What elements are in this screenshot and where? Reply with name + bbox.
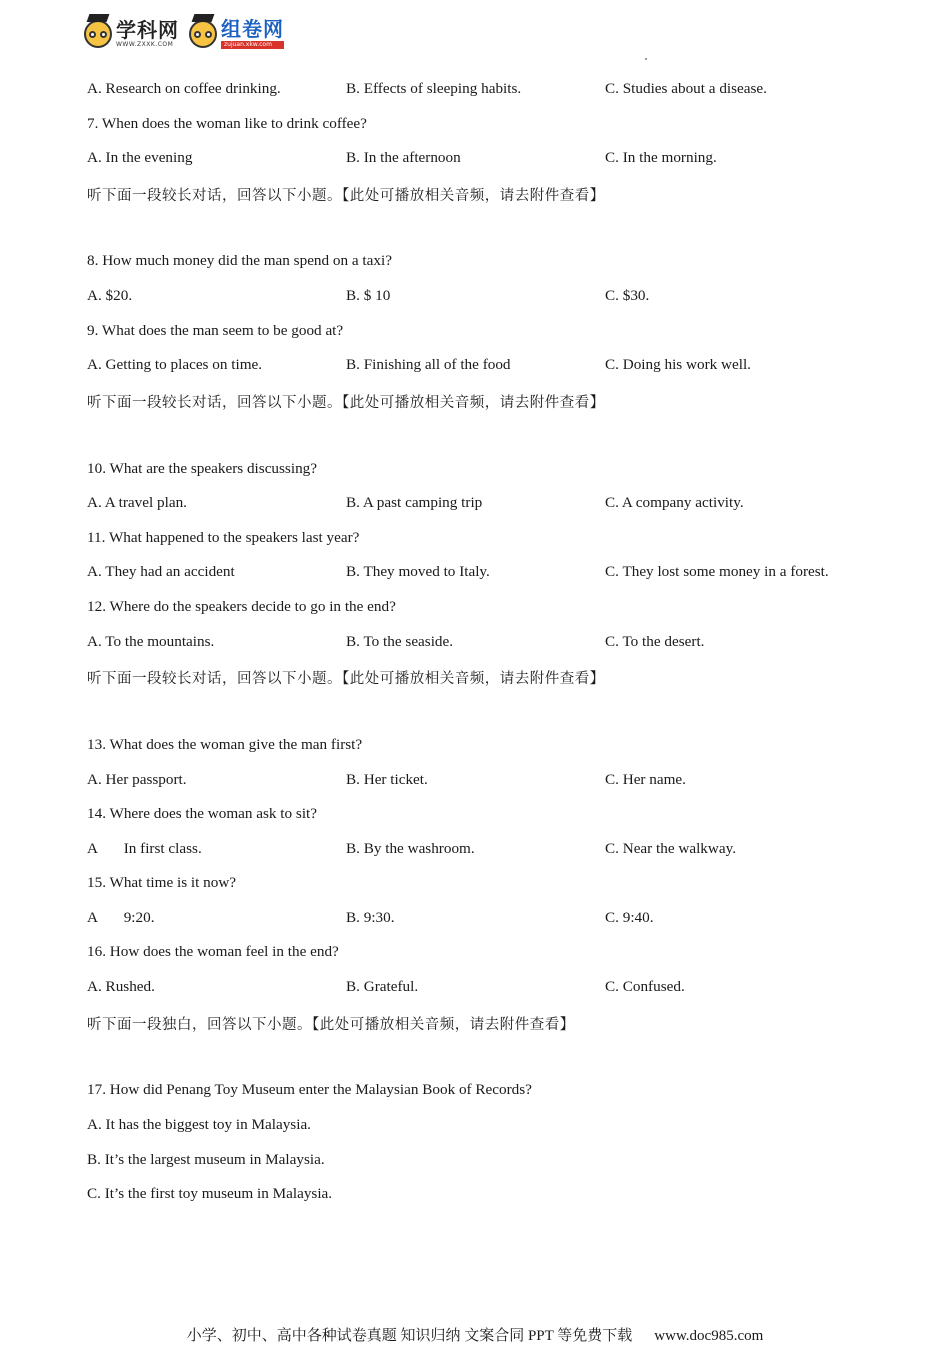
question-text: B. It’s the largest museum in Malaysia. [87,1151,325,1168]
options-row [87,80,887,102]
option-b: B. Her ticket. [346,771,428,788]
zujuan-logo[interactable] [189,19,284,49]
question-text: 11. What happened to the speakers last year? [87,529,360,546]
options-row [87,494,887,516]
option-a: A. $20. [87,287,133,304]
mascot-icon [189,20,217,48]
options-row [87,771,887,793]
question-text: 9. What does the man seem to be good at? [87,322,344,339]
question-text: A. It has the biggest toy in Malaysia. [87,1116,311,1133]
dot-mark [645,58,647,60]
zxxk-logo[interactable] [84,20,179,48]
option-b: B. Finishing all of the food [346,356,511,373]
option-a: A. Getting to places on time. [87,356,263,373]
question-text: 8. How much money did the man spend on a taxi? [87,252,392,269]
listening-instruction: 听下面一段较长对话，回答以下小题。【此处可播放相关音频，请去附件查看】 [87,188,605,204]
question-text: C. It’s the first toy museum in Malaysia. [87,1185,333,1202]
options-row [87,840,887,862]
logo1-sub: WWW.ZXXK.COM [116,41,174,48]
option-c: C. Studies about a disease. [605,80,767,97]
listening-instruction: 听下面一段独白，回答以下小题。【此处可播放相关音频，请去附件查看】 [87,1017,575,1033]
question-text: 16. How does the woman feel in the end? [87,943,339,960]
options-row [87,563,887,585]
option-a: A In first class. [87,840,202,857]
option-a: A. A travel plan. [87,494,187,511]
question-text: 14. Where does the woman ask to sit? [87,805,318,822]
options-row [87,287,887,309]
logo1-title: 学科网 [116,18,179,42]
option-a: A. In the evening [87,149,193,166]
footer [0,1324,950,1345]
option-a: A 9:20. [87,909,155,926]
option-b: B. They moved to Italy. [346,563,490,580]
option-c: C. Confused. [605,978,685,995]
option-a: A. To the mountains. [87,633,215,650]
options-row [87,149,887,171]
option-b: B. To the seaside. [346,633,454,650]
question-text: 13. What does the woman give the man first? [87,736,363,753]
footer-text: 小学、初中、高中各种试卷真题 知识归纳 文案合同 PPT 等免费下载 [186,1328,633,1344]
question-text: 15. What time is it now? [87,874,237,891]
option-b: B. 9:30. [346,909,395,926]
question-text: 12. Where do the speakers decide to go in the end? [87,598,396,615]
option-a: A. Research on coffee drinking. [87,80,281,97]
option-c: C. Near the walkway. [605,840,737,857]
option-c: C. To the desert. [605,633,705,650]
options-row [87,633,887,655]
option-b: B. In the afternoon [346,149,461,166]
option-c: C. They lost some money in a forest. [605,563,829,580]
option-b: B. Effects of sleeping habits. [346,80,522,97]
options-row [87,978,887,1000]
question-text: 17. How did Penang Toy Museum enter the Malaysian Book of Records? [87,1081,532,1098]
options-row [87,909,887,931]
logo2-title: 组卷网 [221,17,284,41]
options-row [87,356,887,378]
option-c: C. $30. [605,287,650,304]
option-b: B. A past camping trip [346,494,483,511]
logo2-sub: zujuan.xkw.com [221,41,284,49]
mascot-icon [84,20,112,48]
option-b: B. $ 10 [346,287,391,304]
option-c: C. In the morning. [605,149,717,166]
option-c: C. Her name. [605,771,686,788]
option-a: A. Rushed. [87,978,155,995]
option-c: C. 9:40. [605,909,654,926]
option-b: B. By the washroom. [346,840,475,857]
question-text: 7. When does the woman like to drink coffee? [87,115,367,132]
option-b: B. Grateful. [346,978,419,995]
option-a: A. Her passport. [87,771,187,788]
question-text: 10. What are the speakers discussing? [87,460,317,477]
listening-instruction: 听下面一段较长对话，回答以下小题。【此处可播放相关音频，请去附件查看】 [87,395,605,411]
option-a: A. They had an accident [87,563,235,580]
option-c: C. A company activity. [605,494,744,511]
header [84,14,284,54]
footer-site[interactable]: www.doc985.com [654,1328,764,1344]
listening-instruction: 听下面一段较长对话，回答以下小题。【此处可播放相关音频，请去附件查看】 [87,671,605,687]
option-c: C. Doing his work well. [605,356,751,373]
